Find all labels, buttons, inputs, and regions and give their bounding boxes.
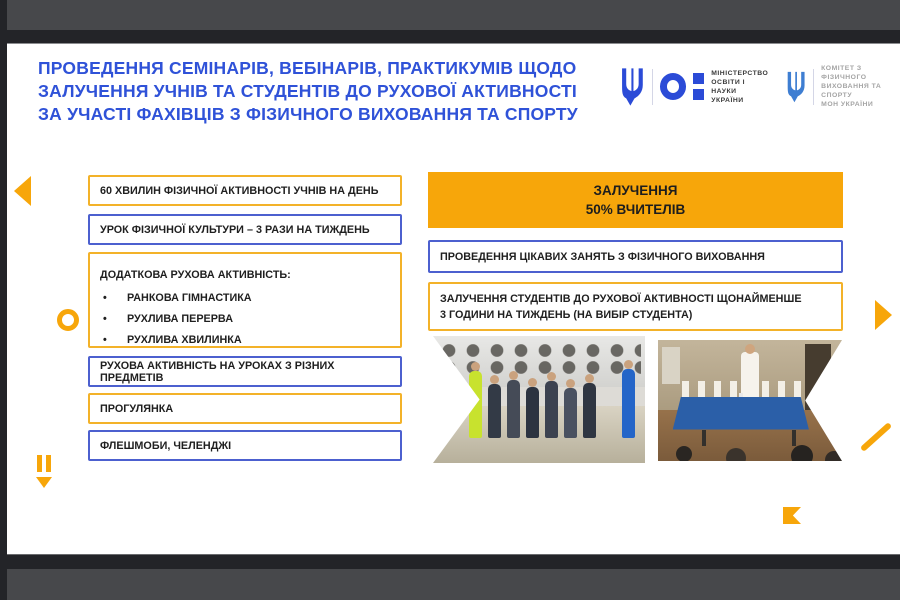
slide-title [38,57,578,126]
list-item-header: ДОДАТКОВА РУХОВА АКТИВНІСТЬ: [100,269,291,281]
player-top-strip [0,30,900,44]
list-item-activity-other-lessons [88,356,402,387]
bullet-label: РУХЛИВА ХВИЛИНКА [127,333,242,346]
ministry-text-line: МІНІСТЕРСТВО [711,69,769,77]
ministry-logo-text [711,69,770,105]
pause-bars-icon [37,455,51,472]
committee-logo-text [821,64,900,109]
trident-icon [786,68,806,106]
list-item-line: ЗАЛУЧЕННЯ СТУДЕНТІВ ДО РУХОВОЇ АКТИВНОСТІ ЩОНАЙМЕНШЕ [440,292,802,305]
ministry-text-line: УКРАЇНИ [711,96,744,104]
bullet-label: РУХЛИВА ПЕРЕРВА [127,312,233,325]
flag-decoration-icon [783,507,801,524]
header-logos [620,64,900,109]
gym-people-row [469,369,639,438]
title-line-1: ПРОВЕДЕННЯ СЕМІНАРІВ, ВЕБІНАРІВ, ПРАКТИКУМІВ ЩОДО [38,58,577,78]
list-item-label: ПРОГУЛЯНКА [100,402,174,415]
down-arrow-icon [36,477,52,488]
title-line-3: ЗА УЧАСТІ ФАХІВЦІВ З ФІЗИЧНОГО ВИХОВАННЯ ТА СПОРТУ [38,104,578,124]
bullet-icon: • [103,291,107,304]
list-item-extra-activity [88,252,402,348]
logo-divider [652,69,653,105]
previous-slide-arrow-icon[interactable] [14,176,31,206]
list-item-students-involvement [428,282,843,331]
list-item-label: 60 ХВИЛИН ФІЗИЧНОЇ АКТИВНОСТІ УЧНІВ НА ДЕНЬ [100,184,379,197]
list-item-label: РУХОВА АКТИВНІСТЬ НА УРОКАХ З РІЗНИХ ПРЕДМЕТІВ [100,359,335,384]
committee-text-line: ВИХОВАННЯ ТА СПОРТУ [821,83,882,99]
committee-text-line: МОН УКРАЇНИ [821,101,874,108]
committee-logo [786,64,900,109]
ministry-logo [620,67,770,107]
list-item-label: УРОК ФІЗИЧНОЇ КУЛЬТУРИ – 3 РАЗИ НА ТИЖДЕНЬ [100,223,370,236]
trident-icon [620,67,645,107]
list-item-line: 3 ГОДИНИ НА ТИЖДЕНЬ (НА ВИБІР СТУДЕНТА) [440,308,693,321]
highlight-line: 50% ВЧИТЕЛІВ [585,202,686,217]
next-slide-arrow-icon[interactable] [875,300,892,330]
tennis-table [673,397,809,430]
player-top-bar [0,0,900,30]
bullet-row [100,308,390,329]
logo-divider [813,69,814,105]
ministry-text-line: ОСВІТИ І НАУКИ [711,78,746,95]
player-left-bar [0,0,7,600]
list-item-label: ФЛЕШМОБИ, ЧЕЛЕНДЖІ [100,439,232,452]
list-item-60-minutes [88,175,402,206]
table-tennis-photo [658,340,842,461]
list-item-interesting-classes [428,240,843,273]
title-line-2: ЗАЛУЧЕННЯ УЧНІВ ТА СТУДЕНТІВ ДО РУХОВОЇ АКТИВНОСТІ [38,81,577,101]
gym-training-photo [433,336,645,463]
list-item-label: ПРОВЕДЕННЯ ЦІКАВИХ ЗАНЯТЬ З ФІЗИЧНОГО ВИХОВАННЯ [440,250,765,263]
player-bottom-strip [0,554,900,570]
list-item-pe-lesson [88,214,402,245]
bullet-row [100,329,390,350]
slash-decoration-icon [860,422,892,452]
teachers-involvement-highlight [428,172,843,228]
bullet-row [100,287,390,308]
ministry-o-mark-icon [660,73,686,100]
foreground-heads [676,446,692,461]
hall-window [662,347,680,383]
ministry-colon-mark-icon [693,73,704,100]
circle-decoration-icon [57,309,79,331]
highlight-line: ЗАЛУЧЕННЯ [593,183,678,198]
bullet-label: РАНКОВА ГІМНАСТИКА [127,291,252,304]
player-bottom-bar [0,569,900,600]
bullet-icon: • [103,312,107,325]
list-item-flashmobs [88,430,402,461]
committee-text-line: КОМІТЕТ З ФІЗИЧНОГО [821,65,867,81]
bullet-icon: • [103,333,107,346]
list-item-walk [88,393,402,424]
table-legs [702,430,706,447]
